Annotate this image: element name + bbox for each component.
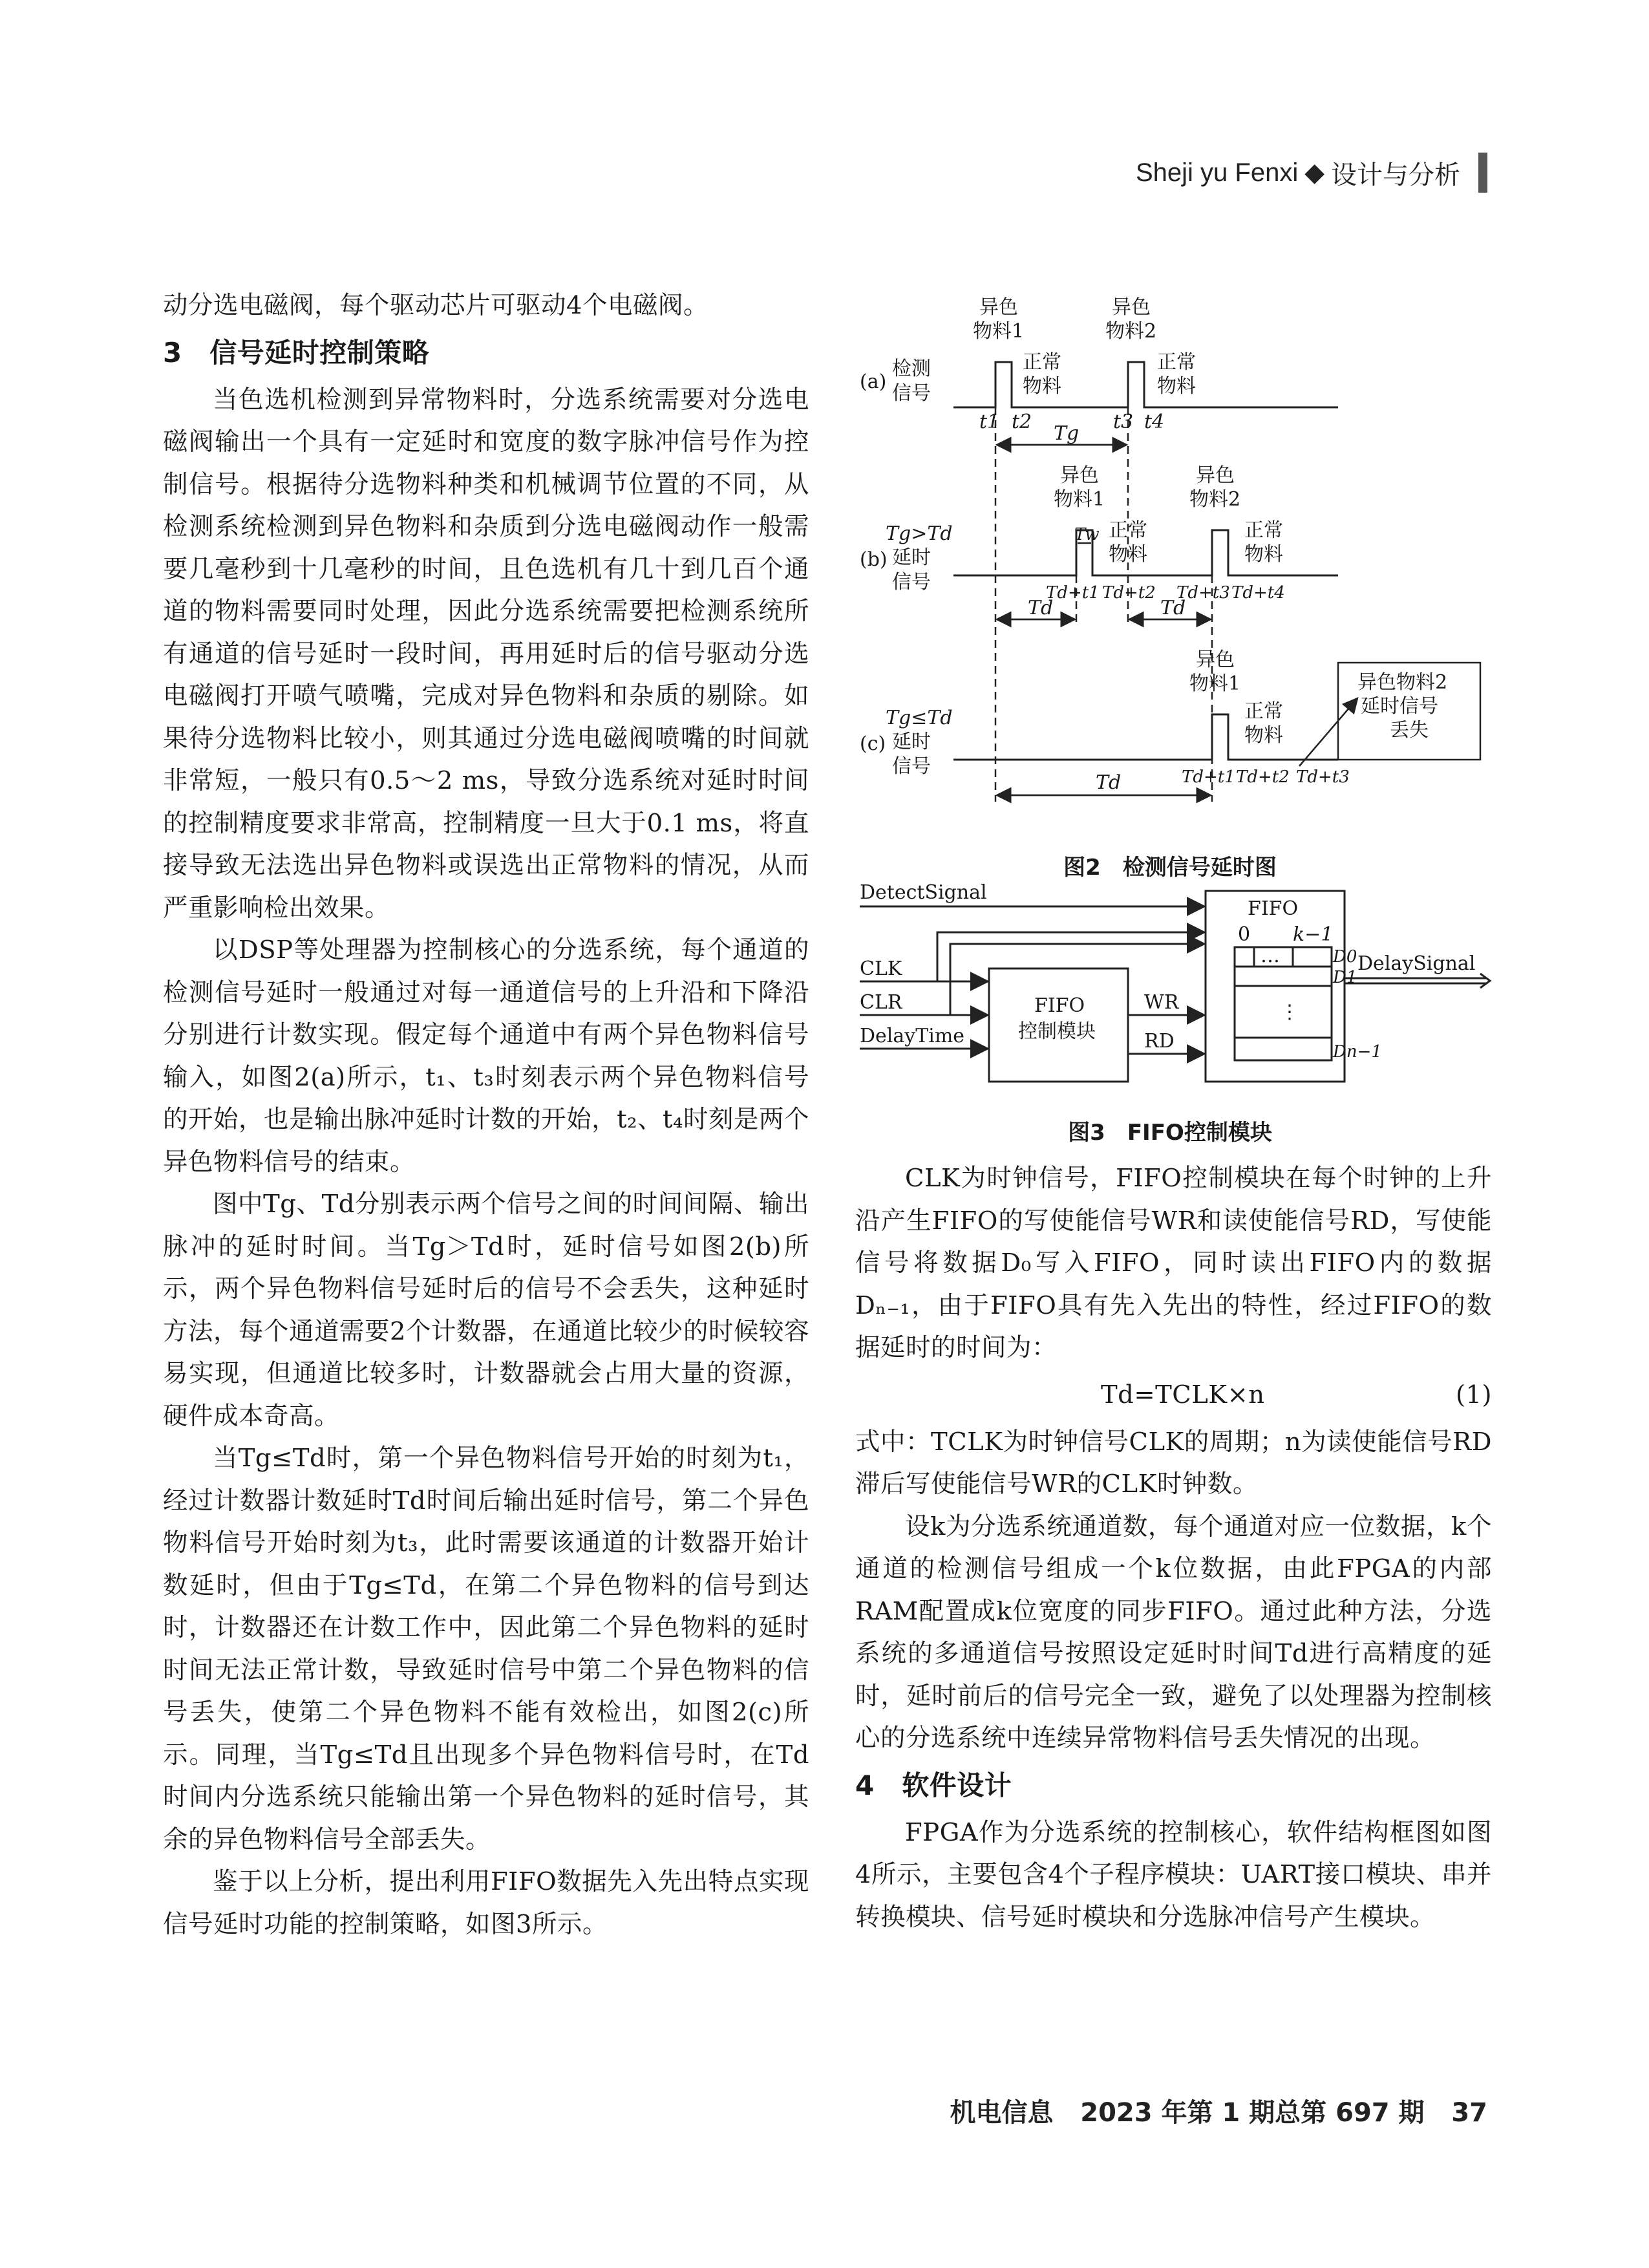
header-bar	[1478, 153, 1487, 193]
label: Dn−1	[1333, 1042, 1382, 1062]
left-column	[163, 284, 809, 1945]
label: 延时信号	[1361, 695, 1438, 718]
issue-info: 2023 年第 1 期总第 697 期	[1080, 2098, 1425, 2128]
label: Td	[1160, 597, 1186, 619]
label: Tg	[1054, 422, 1080, 445]
paragraph: 式中：TCLK为时钟信号CLK的周期；n为读使能信号RD滞后写使能信号WR的CLK时钟数。	[855, 1427, 1492, 1499]
label: 延时	[892, 546, 931, 569]
row-c-label: (c)	[860, 733, 886, 755]
running-footer	[950, 2092, 1487, 2129]
fifo-block-diagram	[840, 879, 1500, 1112]
label: Td	[1028, 597, 1054, 619]
label: 检测	[892, 358, 931, 380]
paragraph: 动分选电磁阀，每个驱动芯片可驱动4个电磁阀。	[163, 291, 708, 320]
label: 正常	[1244, 519, 1283, 542]
label: D0	[1333, 947, 1357, 967]
label: 异色	[1196, 648, 1235, 671]
label: Tw	[1074, 525, 1100, 544]
label: 物料	[1244, 543, 1283, 566]
label: …	[1261, 945, 1280, 967]
label: 异色	[1060, 464, 1099, 487]
figure-3-caption: 图3 FIFO控制模块	[1068, 1120, 1272, 1146]
paragraph: CLK为时钟信号，FIFO控制模块在每个时钟的上升沿产生FIFO的写使能信号WR和读使能信号RD，写使能信号将数据D₀写入FIFO，同时读出FIFO内的数据Dₙ₋₁，由于FIFO具有先入先出的特性，经过FIFO的数据延时的时间为：	[855, 1164, 1492, 1362]
label: 物料1	[1054, 488, 1105, 511]
journal-name: 机电信息	[950, 2098, 1054, 2128]
label: t4	[1144, 411, 1165, 433]
paragraph: 图中Tg、Td分别表示两个信号之间的时间间隔、输出脉冲的延时时间。当Tg＞Td时，延时信号如图2(b)所示，两个异色物料信号延时后的信号不会丢失，这种延时方法，每个通道需要2个计数器，在通道比较少的时候较容易实现，但通道比较多时，计数器就会占用大量的资源，硬件成本奇高。	[163, 1190, 809, 1431]
label: Td+t4	[1231, 583, 1285, 603]
label: t2	[1012, 411, 1032, 433]
label: Td+t2	[1236, 767, 1290, 787]
label: 信号	[892, 571, 931, 594]
label: ⋮	[1280, 1001, 1299, 1023]
header-cn: 设计与分析	[1331, 160, 1460, 189]
label: WR	[1144, 991, 1179, 1014]
paragraph: FPGA作为分选系统的控制核心，软件结构框图如图4所示，主要包含4个子程序模块：UART接口模块、串并转换模块、信号延时模块和分选脉冲信号产生模块。	[855, 1817, 1492, 1932]
paragraph: 以DSP等处理器为控制核心的分选系统，每个通道的检测信号延时一般通过对每一通道信号的上升沿和下降沿分别进行计数实现。假定每个通道中有两个异色物料信号输入，如图2(a)所示，t₁、t₃时刻表示两个异色物料信号的开始，也是输出脉冲延时计数的开始，t₂、t₄时刻是两个异色物料信号的结束。	[163, 936, 809, 1177]
label: 正常	[1244, 700, 1283, 723]
label: Tg>Td	[886, 522, 953, 545]
label: Td+t3	[1296, 767, 1350, 787]
label: t3	[1113, 411, 1134, 433]
timing-diagram	[840, 284, 1500, 847]
figure-2-caption: 图2 检测信号延时图	[1063, 855, 1277, 881]
row-b-label: (b)	[860, 548, 888, 571]
label: Td+t1	[1046, 583, 1100, 603]
header-en: Sheji yu Fenxi	[1136, 158, 1299, 187]
label: 物料2	[1189, 488, 1241, 511]
header-diamond: ◆	[1304, 158, 1325, 187]
label: t1	[979, 411, 1000, 433]
label: D1	[1333, 968, 1357, 987]
label: 信号	[892, 382, 931, 405]
label: Td+t2	[1102, 583, 1156, 603]
running-header	[1136, 150, 1487, 195]
page-number: 37	[1451, 2098, 1487, 2128]
equation-text: Td=TCLK×n	[1101, 1380, 1265, 1409]
label: 延时	[892, 731, 931, 753]
row-a-label: (a)	[860, 370, 887, 393]
label: 异色	[1196, 464, 1235, 487]
label: 正常	[1109, 519, 1147, 542]
label: FIFO	[1248, 897, 1299, 920]
right-column	[855, 1157, 1492, 1938]
label: CLR	[860, 991, 902, 1014]
section-heading-4: 4 软件设计	[855, 1769, 1012, 1801]
label: RD	[1144, 1030, 1175, 1053]
label: Td+t3	[1176, 583, 1230, 603]
label: 物料	[1023, 375, 1061, 398]
label: DelayTime	[860, 1025, 965, 1047]
label: 物料	[1109, 543, 1147, 566]
label: FIFO	[1034, 994, 1085, 1017]
paragraph: 当色选机检测到异常物料时，分选系统需要对分选电磁阀输出一个具有一定延时和宽度的数字脉冲信号作为控制信号。根据待分选物料种类和机械调节位置的不同，从检测系统检测到异色物料和杂质到分选电磁阀动作一般需要几毫秒到十几毫秒的时间，且色选机有几十到几百个通道的物料需要同时处理，因此分选系统需要把检测系统所有通道的信号延时一段时间，再用延时后的信号驱动分选电磁阀打开喷气喷嘴，完成对异色物料和杂质的剔除。如果待分选物料比较小，则其通过分选电磁阀喷嘴的时间就非常短，一般只有0.5～2 ms，导致分选系统对延时时间的控制精度要求非常高，控制精度一旦大于0.1 ms，将直接导致无法选出异色物料或误选出正常物料的情况，从而严重影响检出效果。	[163, 385, 809, 923]
label: 信号	[892, 755, 931, 778]
label: DetectSignal	[860, 881, 987, 904]
equation-1	[855, 1369, 1492, 1421]
label: 正常	[1023, 351, 1061, 374]
paragraph: 设k为分选系统通道数，每个通道对应一位数据，k个通道的检测信号组成一个k位数据，由此FPGA的内部RAM配置成k位宽度的同步FIFO。通过此种方法，分选系统的多通道信号按照设定延时时间Td进行高精度的延时，延时前后的信号完全一致，避免了以处理器为控制核心的分选系统中连续异常物料信号丢失情况的出现。	[855, 1512, 1492, 1753]
label: 丢失	[1390, 719, 1429, 742]
label: k−1	[1293, 923, 1334, 946]
label: 0	[1238, 923, 1251, 946]
section-heading-3: 3 信号延时控制策略	[163, 336, 430, 369]
label: Tg≤Td	[886, 707, 953, 729]
label: 物料1	[973, 320, 1025, 343]
label: 物料	[1244, 724, 1283, 747]
label: 物料2	[1105, 320, 1157, 343]
label: 异色物料2	[1357, 671, 1448, 694]
label: 物料	[1157, 375, 1196, 398]
label: 正常	[1157, 351, 1196, 374]
label: Td+t1	[1182, 767, 1235, 787]
label: DelaySignal	[1357, 952, 1476, 975]
figure-2	[840, 284, 1500, 881]
paragraph: 当Tg≤Td时，第一个异色物料信号开始的时刻为t₁，经过计数器计数延时Td时间后输出延时信号，第二个异色物料信号开始时刻为t₃，此时需要该通道的计数器开始计数延时，但由于Tg≤Td，在第二个异色物料的信号到达时，计数器还在计数工作中，因此第二个异色物料的延时时间无法正常计数，导致延时信号中第二个异色物料的信号丢失，使第二个异色物料不能有效检出，如图2(c)所示。同理，当Tg≤Td且出现多个异色物料信号时，在Td时间内分选系统只能输出第一个异色物料的延时信号，其余的异色物料信号全部丢失。	[163, 1444, 809, 1854]
figure-3	[840, 879, 1500, 1146]
label: 异色	[979, 296, 1018, 319]
label: CLK	[860, 957, 902, 980]
paragraph: 鉴于以上分析，提出利用FIFO数据先入先出特点实现信号延时功能的控制策略，如图3所示。	[163, 1867, 809, 1939]
label: 控制模块	[1018, 1020, 1096, 1043]
label: 物料1	[1189, 672, 1241, 695]
label: Td	[1096, 771, 1122, 794]
equation-number: (1)	[1455, 1380, 1492, 1409]
label: 异色	[1112, 296, 1151, 319]
